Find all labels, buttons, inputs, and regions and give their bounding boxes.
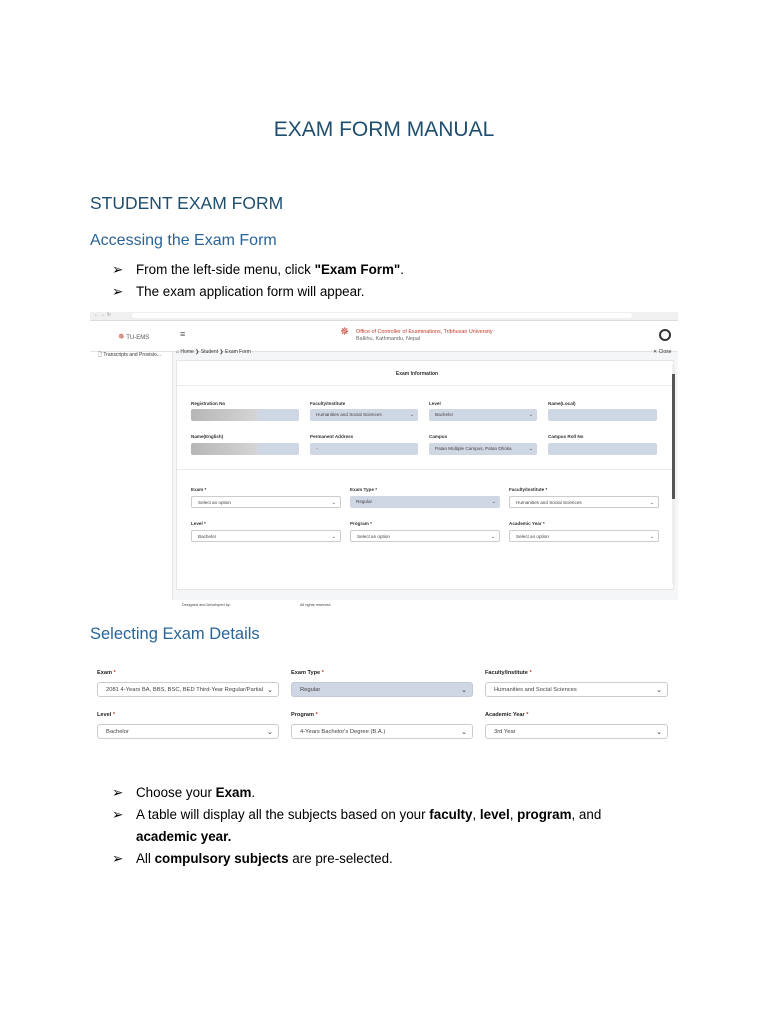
browser-address-bar	[90, 312, 678, 321]
level-select[interactable]: Bachelor ⌄	[97, 724, 279, 739]
arrow-bullet-icon: ➢	[112, 785, 124, 800]
list-item: ➢ The exam application form will appear.	[112, 281, 404, 303]
chevron-down-icon: ⌄	[490, 534, 495, 540]
faculty-select: Humanities and Social Sciences ⌄	[310, 409, 418, 421]
user-avatar-icon[interactable]	[659, 329, 671, 341]
subheading-accessing: Accessing the Exam Form	[90, 232, 277, 249]
program-select[interactable]: Select an option ⌄	[350, 530, 500, 542]
chevron-down-icon: ⌄	[267, 729, 273, 736]
card-title: Exam Information	[395, 371, 439, 377]
tu-emblem-icon: ✵	[118, 332, 125, 341]
list-item: ➢ All compulsory subjects are pre-selected.	[112, 848, 601, 870]
hamburger-menu-icon[interactable]: ≡	[180, 329, 186, 339]
arrow-bullet-icon: ➢	[112, 807, 124, 822]
form-level-select[interactable]: Bachelor ⌄	[191, 530, 341, 542]
home-icon: ⌂	[176, 349, 180, 355]
list-item: ➢ From the left-side menu, click "Exam Form".	[112, 259, 404, 281]
campus-select: Patan Multiple Campus, Patan Dhoka ⌄	[429, 443, 537, 455]
arrow-bullet-icon: ➢	[112, 284, 124, 299]
chevron-down-icon: ⌄	[409, 412, 414, 418]
chevron-down-icon: ⌄	[331, 534, 336, 540]
chevron-down-icon: ⌄	[649, 500, 654, 506]
university-emblem-icon: ✵	[340, 326, 350, 338]
level-select: Bachelor ⌄	[429, 409, 537, 421]
chevron-down-icon: ⌄	[331, 500, 336, 506]
program-select[interactable]: 4-Years Bachelor's Degree (B.A.) ⌄	[291, 724, 473, 739]
chevron-down-icon: ⌄	[528, 412, 533, 418]
breadcrumb-home[interactable]: Home	[180, 349, 194, 355]
subheading-selecting: Selecting Exam Details	[90, 625, 260, 643]
chevron-down-icon: ⌄	[267, 687, 273, 694]
chevron-down-icon: ⌄	[528, 446, 533, 452]
document-icon: 🗋	[98, 352, 103, 358]
arrow-bullet-icon: ➢	[112, 851, 124, 866]
sidebar-item-transcripts[interactable]: 🗋 Transcripts and Provisio...	[98, 352, 161, 358]
app-logo: ✵ TU-EMS	[118, 332, 150, 341]
document-title: EXAM FORM MANUAL	[273, 118, 495, 141]
breadcrumb-current: Exam Form	[224, 349, 251, 355]
name-english-field	[191, 443, 299, 455]
chevron-down-icon: ⌄	[656, 729, 662, 736]
bullet-list-selecting	[112, 782, 601, 870]
exam-type-select[interactable]: Regular ⌄	[291, 682, 473, 697]
exam-form-screenshot	[90, 312, 678, 607]
academic-year-select[interactable]: Select an option ⌄	[509, 530, 659, 542]
faculty-institute-select[interactable]: Humanities and Social Sciences ⌄	[485, 682, 668, 697]
scrollbar[interactable]	[672, 364, 675, 584]
exam-details-screenshot: Exam * 2081 4-Years BA, BBS, BSC, BED Third-Year Regular/Partial ⌄ Exam Type * Regular ⌄ Faculty/Institute * Humanities and Social Sciences ⌄ Level * Bachelor ⌄ Program * 4-Years Bachelor's Degree (B.A.) ⌄ Academic Year * 3rd Year ⌄	[90, 660, 678, 770]
list-item: ➢ A table will display all the subjects based on your faculty, level, program, and academic year.	[112, 804, 601, 848]
chevron-down-icon: ⌄	[656, 687, 662, 694]
chevron-down-icon: ⌄	[461, 687, 467, 694]
arrow-bullet-icon: ➢	[112, 262, 124, 277]
footer-credit: Designed and Developed by:	[182, 603, 231, 607]
footer-rights: All rights reserved.	[300, 603, 332, 607]
close-icon: ✕	[653, 349, 658, 355]
bullet-list-accessing	[112, 259, 404, 303]
name-local-field	[548, 409, 657, 421]
breadcrumb-student[interactable]: Student	[200, 349, 218, 355]
campus-roll-field	[548, 443, 657, 455]
exam-information-card: Exam Information Registration No Faculty/Institute Humanities and Social Sciences ⌄ Level Bachelor ⌄ Name(Local) Name(English) Permanent Address - Campus Patan Multiple Campus, Patan Dhoka ⌄ Campus Roll No Exam * Select an option ⌄ Exam Type * Regular ⌄ Faculty/Institute * Humanities and Social Sciences ⌄ Level * Bachelor ⌄ Program * Select an option ⌄ Academic Year * Select an option ⌄	[176, 360, 674, 590]
exam-type-select[interactable]: Regular ⌄	[350, 496, 500, 508]
office-header: ✵ Office of Controller of Examinations, Tribhuvan University Balkhu, Kathmandu, Nepal	[340, 326, 493, 342]
exam-select[interactable]: 2081 4-Years BA, BBS, BSC, BED Third-Year Regular/Partial ⌄	[97, 682, 279, 697]
sidebar	[90, 352, 173, 600]
app-header	[90, 321, 678, 352]
chevron-down-icon: ⌄	[461, 729, 467, 736]
chevron-down-icon: ⌄	[491, 499, 496, 505]
permanent-address-field: -	[310, 443, 418, 455]
academic-year-select[interactable]: 3rd Year ⌄	[485, 724, 668, 739]
chevron-down-icon: ⌄	[649, 534, 654, 540]
faculty-institute-select[interactable]: Humanities and Social Sciences ⌄	[509, 496, 659, 508]
browser-nav-icon: ← → ↻	[94, 312, 111, 318]
registration-no-field	[191, 409, 299, 421]
close-button[interactable]: ✕ Close	[653, 349, 672, 355]
exam-select[interactable]: Select an option ⌄	[191, 496, 341, 508]
list-item: ➢ Choose your Exam.	[112, 782, 601, 804]
section-heading: STUDENT EXAM FORM	[90, 193, 284, 213]
breadcrumb: ⌂ Home ❯ Student ❯ Exam Form	[176, 349, 251, 355]
